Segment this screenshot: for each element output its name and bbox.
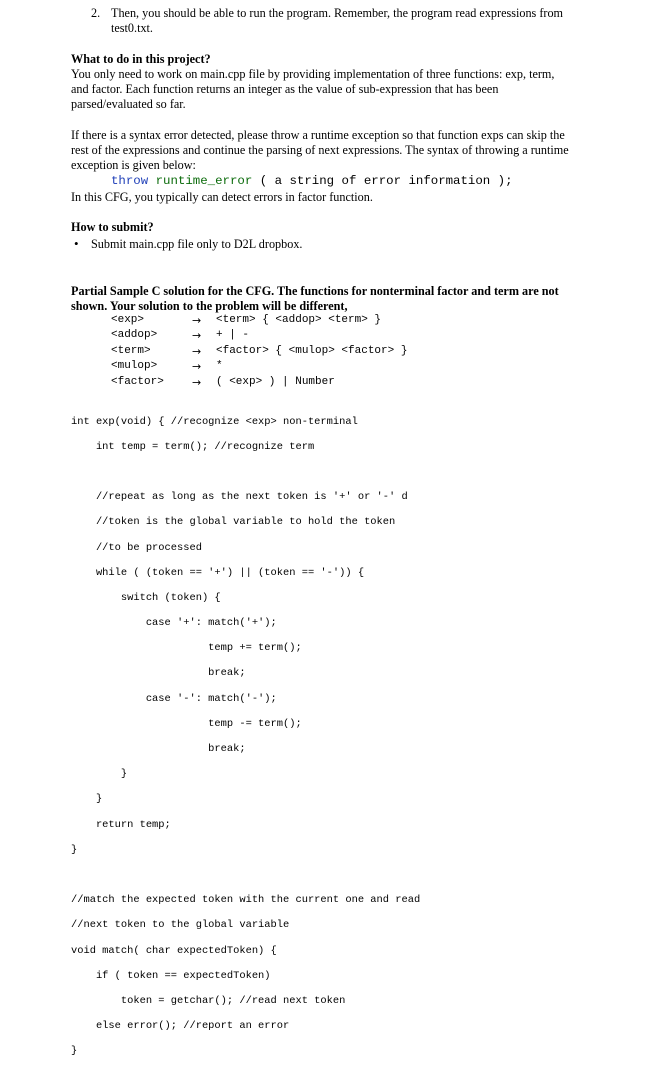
code-line: int temp = term(); //recognize term [71,440,315,453]
code-line: if ( token == expectedToken) [71,969,271,982]
submit-item: Submit main.cpp file only to D2L dropbox. [91,237,303,251]
throw-keyword: throw [111,174,149,188]
grammar-rhs: <term> { <addop> <term> } [216,314,382,326]
code-line: } [71,843,78,856]
paragraph-line: and factor. Each function returns an integer as the value of sub-expression that has been [71,82,499,96]
grammar-lhs: <factor> [111,376,164,388]
arrow-icon: → [192,314,202,327]
code-line: case '-': match('-'); [71,692,277,705]
code-line: } [71,1045,78,1058]
code-line: while ( (token == '+') || (token == '-')) { [71,566,365,579]
code-line: case '+': match('+'); [71,617,277,630]
step-number: 2. [91,6,101,20]
paragraph-line: rest of the expressions and continue the parsing of next expressions. The syntax of throwing a runtime [71,143,569,157]
grammar-rhs: <factor> { <mulop> <factor> } [216,345,408,357]
runtime-error-type: runtime_error [155,174,253,188]
code-line: //token is the global variable to hold the token [71,516,396,529]
arrow-icon: → [192,345,202,358]
code-line: temp -= term(); [71,717,302,730]
step-text-line2: test0.txt. [111,21,153,35]
code-line: //match the expected token with the current one and read [71,894,421,907]
code-line: int exp(void) { //recognize <exp> non-terminal [71,415,358,428]
throw-syntax [111,174,513,189]
code-line [71,869,420,882]
code-line: //next token to the global variable [71,919,290,932]
paragraph-line: You only need to work on main.cpp file by providing implementation of three functions: exp, term, [71,67,555,81]
submit-heading: How to submit? [71,220,154,234]
paragraph-line: parsed/evaluated so far. [71,97,186,111]
code-line: token = getchar(); //read next token [71,994,346,1007]
paragraph-line: exception is given below: [71,158,196,172]
paragraph-line: If there is a syntax error detected, please throw a runtime exception so that function exps can skip the [71,128,565,142]
code-line: break; [71,667,246,680]
grammar-rhs: + | - [216,329,250,341]
grammar-rhs: * [216,360,223,372]
code-line: return temp; [71,818,171,831]
code-line: } [71,768,128,781]
code-line: temp += term(); [71,642,302,655]
throw-args-text: ( a string of error information ); [259,174,513,188]
code-line [71,466,420,479]
grammar-lhs: <addop> [111,329,158,341]
grammar-rhs: ( <exp> ) | Number [216,376,335,388]
code-line: } [71,793,103,806]
paragraph-line: In this CFG, you typically can detect errors in factor function. [71,190,373,204]
code-line: switch (token) { [71,591,221,604]
what-to-do-heading: What to do in this project? [71,52,211,66]
grammar-lhs: <exp> [111,314,145,326]
code-line: else error(); //report an error [71,1020,290,1033]
code-line: break; [71,743,246,756]
code-line: //repeat as long as the next token is '+' or '-' d [71,491,408,504]
throw-args [252,174,259,188]
bullet-icon: • [74,236,79,251]
sample-heading-line1: Partial Sample C solution for the CFG. The functions for nonterminal factor and term are not [71,284,559,298]
grammar-lhs: <mulop> [111,360,158,372]
code-block [71,403,420,1070]
arrow-icon: → [192,376,202,389]
step-text-line1: Then, you should be able to run the program. Remember, the program read expressions from [111,6,564,20]
grammar-lhs: <term> [111,345,151,357]
arrow-icon: → [192,360,202,373]
sample-heading-line2: shown. Your solution to the problem will be different, [71,299,348,313]
code-line: //to be processed [71,541,202,554]
code-line: void match( char expectedToken) { [71,944,277,957]
arrow-icon: → [192,329,202,342]
